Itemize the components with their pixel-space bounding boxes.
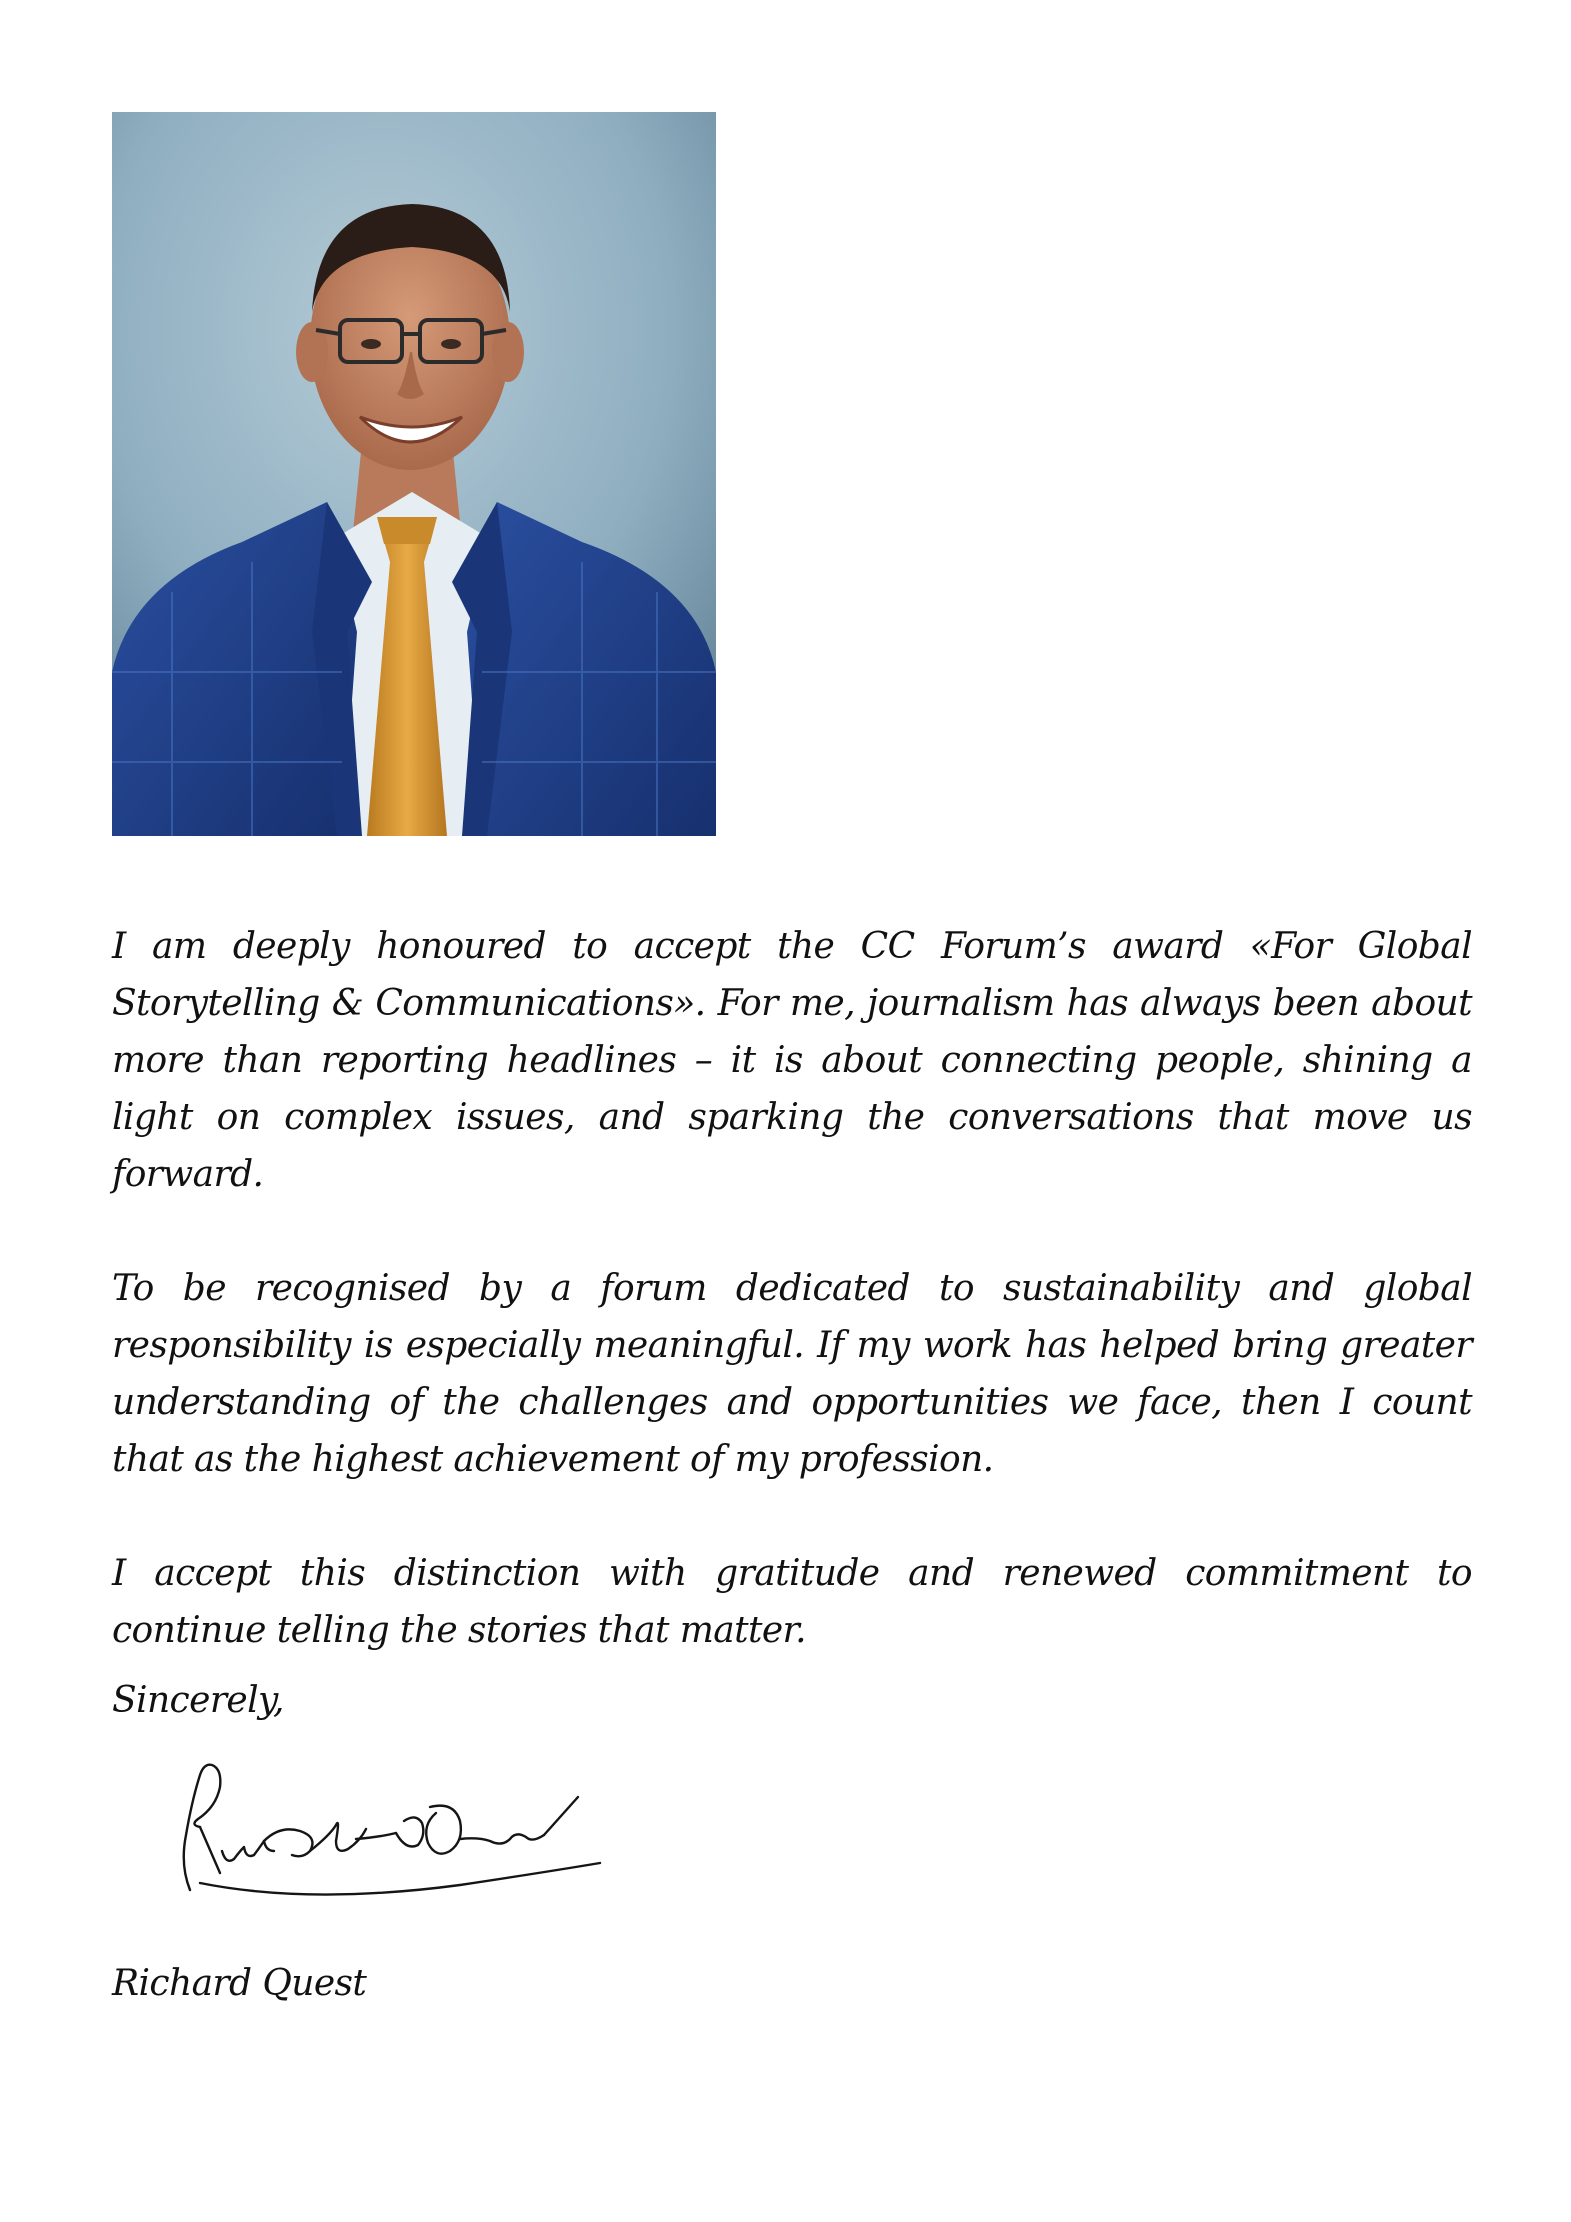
signature-drawing	[160, 1755, 630, 1925]
signer-name: Richard Quest	[112, 1963, 367, 2004]
letter-closing: Sincerely,	[112, 1680, 284, 1721]
letter-body	[112, 918, 1472, 1716]
portrait-illustration	[112, 112, 716, 836]
portrait-photo	[112, 112, 716, 836]
letter-paragraph-1: I am deeply honoured to accept the CC Forum’s award «For Global Storytelling & Communications». For me, journalism has always been about more than reporting headlines – it is about connecting people, shining a light on complex issues, and sparking the conversations that move us forward.	[112, 926, 1472, 1195]
letter-paragraph-2: To be recognised by a forum dedicated to sustainability and global responsibility is especially meaningful. If my work has helped bring greater understanding of the challenges and opportunities we face, then I count that as the highest achievement of my profession.	[112, 1268, 1472, 1480]
handwritten-signature	[160, 1755, 630, 1925]
letter-paragraph-3: I accept this distinction with gratitude and renewed commitment to continue telling the stories that matter.	[112, 1553, 1472, 1651]
